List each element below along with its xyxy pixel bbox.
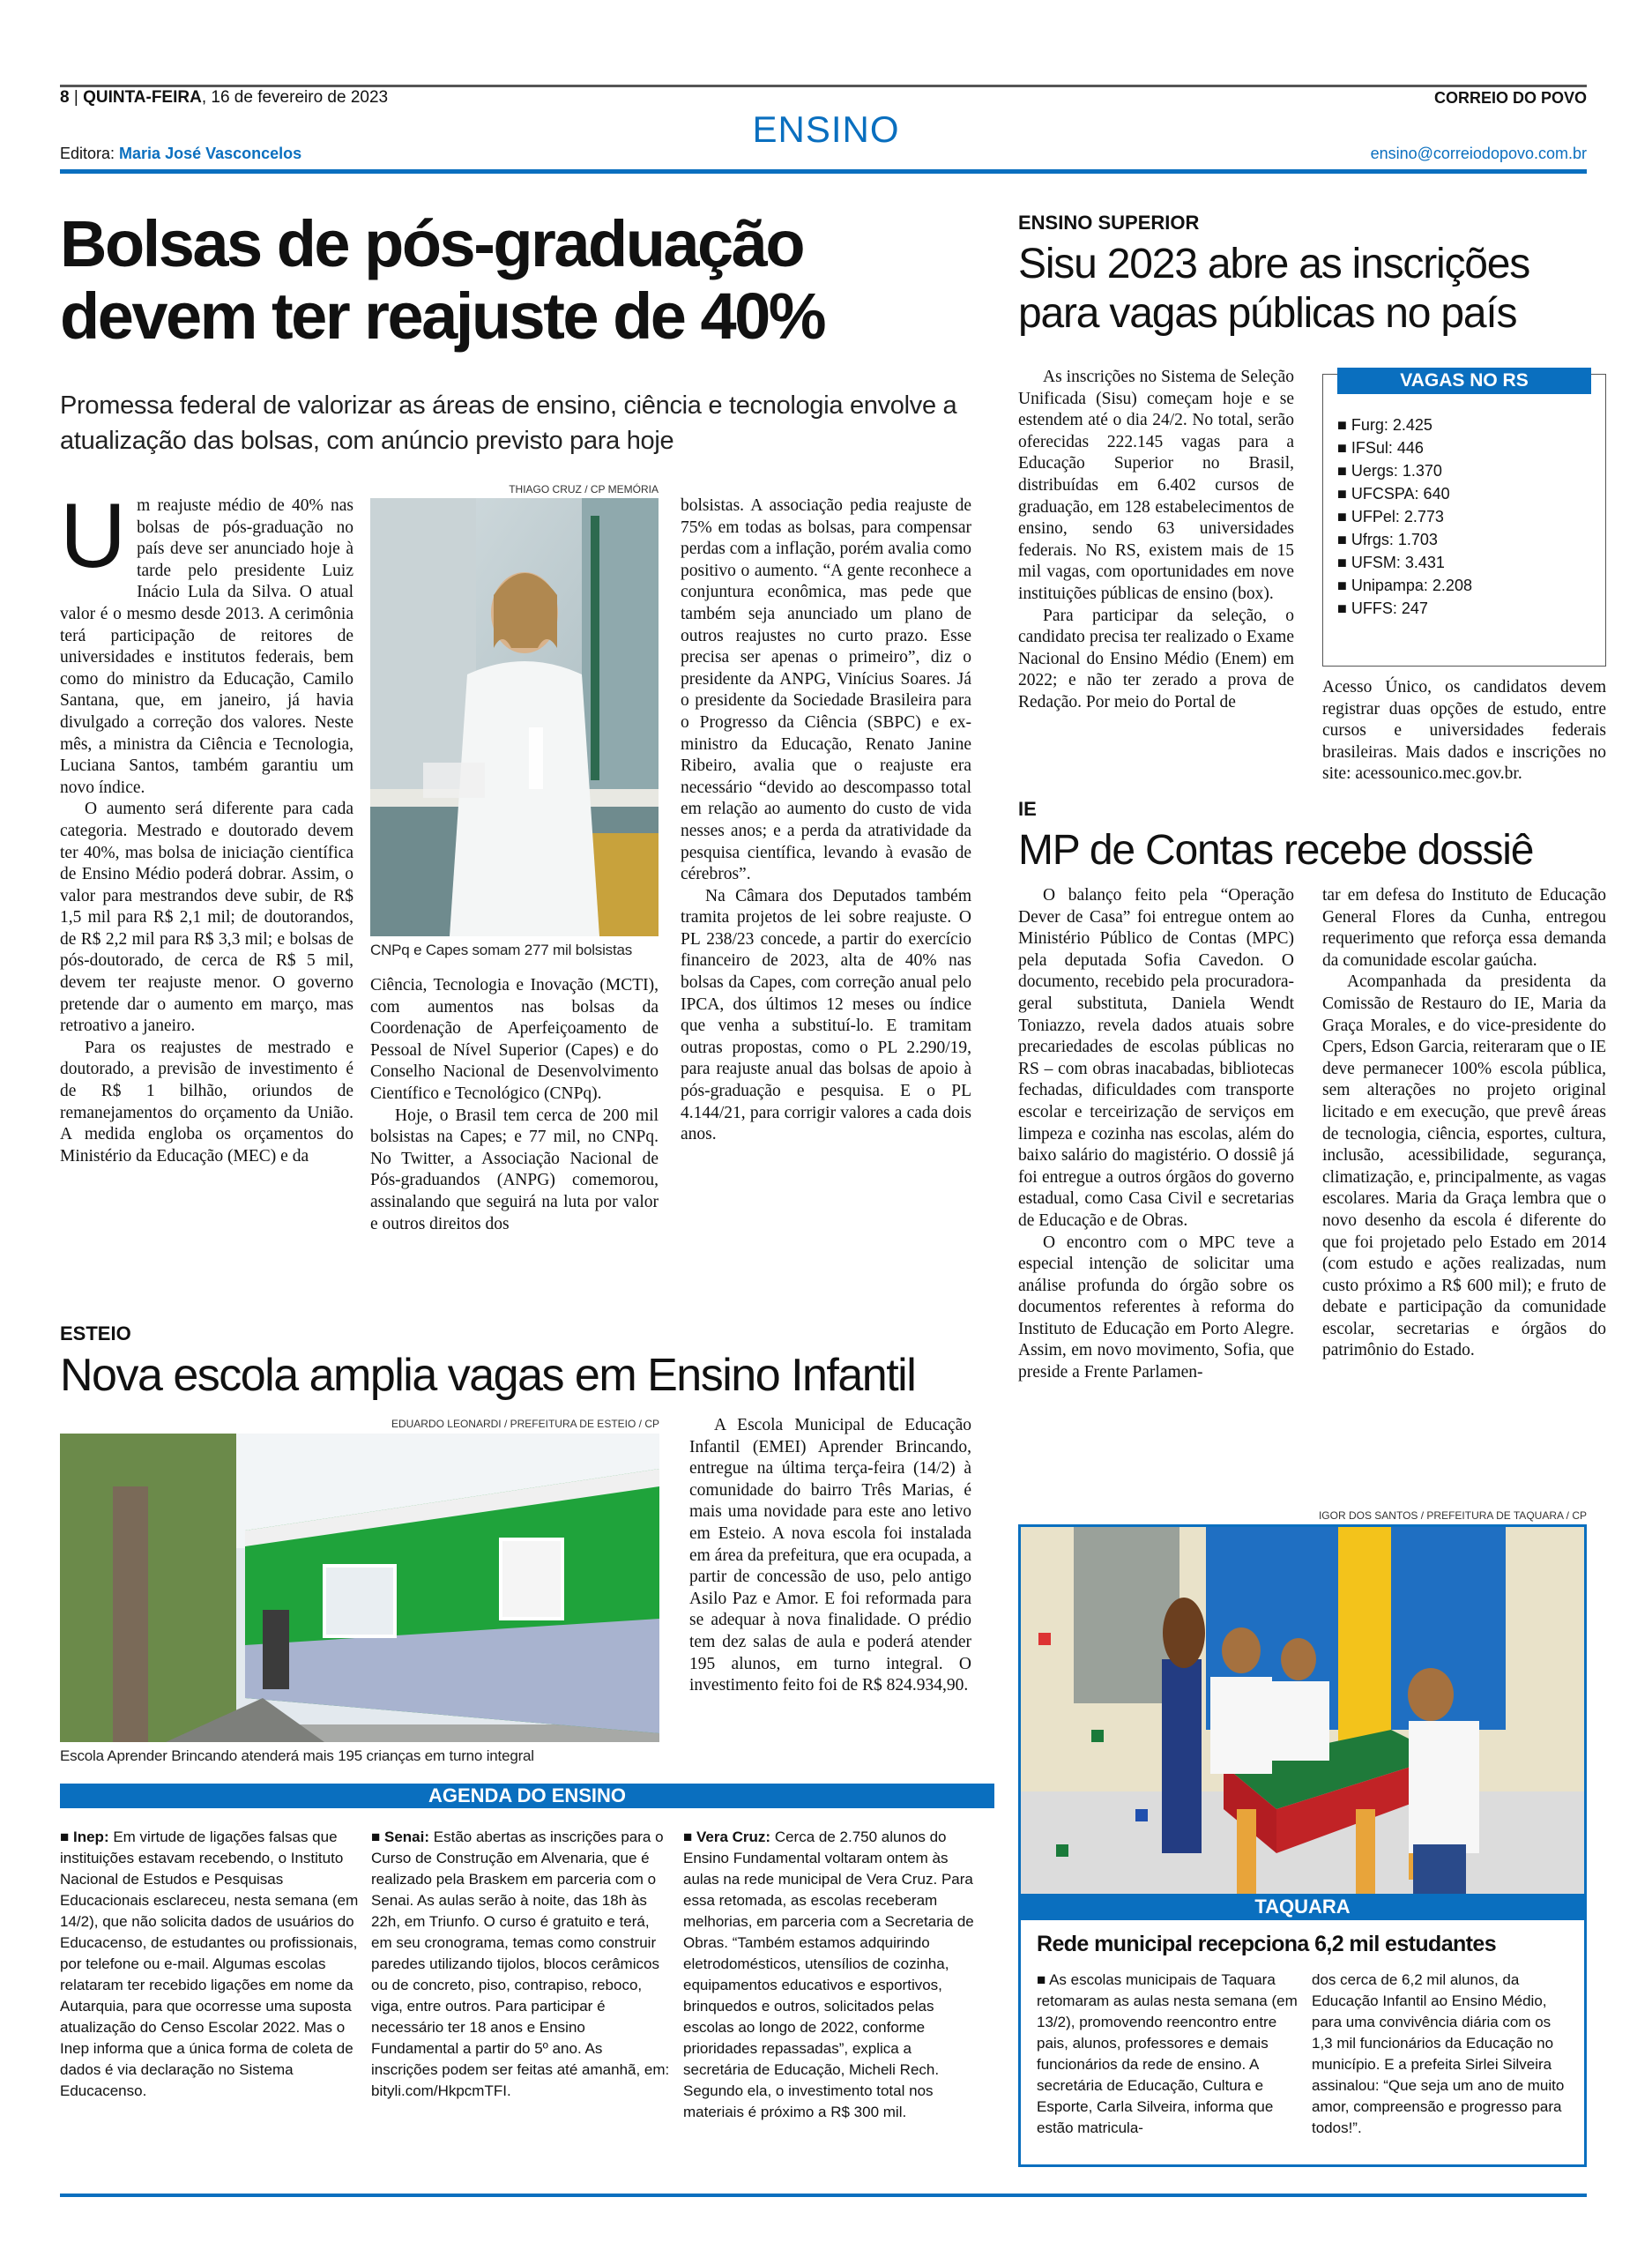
taquara-photo-credit: IGOR DOS SANTOS / PREFEITURA DE TAQUARA / CP [1318, 1509, 1587, 1522]
bottom-rule [60, 2194, 1587, 2197]
researcher-photo-illustration [370, 498, 659, 936]
section-title: ENSINO [752, 108, 900, 150]
bullet-square-icon: ■ [1337, 531, 1351, 548]
lab-researcher-photo [370, 498, 659, 936]
foosball-students-photo [1021, 1527, 1584, 1894]
main-headline: Bolsas de pós-graduação devem ter reajuste de 40% [60, 207, 825, 353]
publication-name: CORREIO DO POVO [1433, 89, 1587, 107]
esteio-photo-credit: EDUARDO LEONARDI / PREFEITURA DE ESTEIO / CP [391, 1418, 659, 1430]
bullet-square-icon: ■ [1337, 508, 1351, 525]
vagas-item [1337, 413, 1472, 436]
taquara-photo-illustration [1021, 1527, 1584, 1894]
taquara-col1-text: As escolas municipais de Taquara retomaram as aulas nesta semana (em 13/2), promovendo reencontro entre pais, alunos, professores e demais funcionários da rede de ensino. A secretária de Educação, Cultura e Esporte, Carla Silveira, informa que estão matricula- [1037, 1971, 1298, 2136]
vagas-item-text: Ufrgs: 1.703 [1351, 531, 1438, 548]
date: , 16 de fevereiro de 2023 [201, 88, 389, 107]
main-story-column-1 [60, 485, 353, 1167]
vagas-item-text: Unipampa: 2.208 [1351, 577, 1472, 594]
vagas-item-text: UFPel: 2.773 [1351, 508, 1444, 525]
agenda-item-text: Estão abertas as inscrições para o Curso de Construção em Alvenaria, que é realizado pela Braskem em parceria com o Senai. As aulas serão à noite, das 18h às 22h, em Triunfo. O curso é gratuito e terá, em seu cronograma, temas como construir paredes utilizando tijolos, blocos cerâmicos ou de concreto, piso, contrapiso, reboco, viga, entre outros. Para participar é necessário ter 18 anos e Ensino Fundamental a partir do 5º ano. As inscrições podem ser feitas até amanhã, em: bityli.com/HkpcmTFI. [371, 1829, 670, 2099]
vagas-item-text: Uergs: 1.370 [1351, 462, 1442, 480]
ie-column-1 [1018, 885, 1294, 1384]
ie-col2-para-2: Acompanhada da presidenta da Comissão de Restauro do IE, Maria da Graça Morales, e do vice-presidente do Cpers, Edson Garcia, reiteraram que o IE deve permanecer 100% escola pública, sem alterações no projeto original licitado e em execução, que prevê áreas de tecnologia, ciência, esportes, cultura, inclusão, acessibilidade, segurança, climatização, e, principalmente, as vagas escolares. Maria da Graça lembra que o novo desenho da escola é diferente do que foi projetado pelo Estado em 2014 (com estudo e ações realizadas, num custo próximo a R$ 600 mil); e fruto de debate e participação da comunidade escolar, secretarias e órgãos do patrimônio do Estado. [1322, 972, 1606, 1360]
vagas-item [1337, 436, 1472, 459]
taquara-box [1018, 1524, 1587, 2167]
main-col2-para-1: Ciência, Tecnologia e Inovação (MCTI), com aumentos nas bolsas da Coordenação de Aperfeiçoamento de Pessoal de Nível Superior (Capes) e do Conselho Nacional de Desenvolvimento Científico e Tecnológico (CNPq). [370, 976, 659, 1103]
school-building-photo [60, 1434, 659, 1742]
vagas-item-text: UFCSPA: 640 [1351, 485, 1450, 503]
vagas-item [1337, 597, 1472, 620]
header-divider [60, 169, 1587, 174]
vagas-no-rs-box [1322, 370, 1606, 667]
taquara-headline: Rede municipal recepciona 6,2 mil estudantes [1037, 1932, 1497, 1956]
bullet-square-icon: ■ [1337, 577, 1351, 594]
agenda-title: AGENDA DO ENSINO [60, 1784, 994, 1808]
vagas-item-text: UFFS: 247 [1351, 600, 1428, 617]
vagas-item [1337, 505, 1472, 528]
sisu-col2-para: Acesso Único, os candidatos devem registrar duas opções de estudo, entre cursos e universidades federais brasileiras. Mais dados e inscrições no site: acessounico.mec.gov.br. [1322, 678, 1606, 784]
editor-credit [60, 145, 301, 163]
main-story-column-3 [681, 495, 971, 1146]
page-folio: 8 | QUINTA-FEIRA, 16 de fevereiro de 2023 [60, 88, 389, 107]
sisu-headline: Sisu 2023 abre as inscrições para vagas públicas no país [1018, 241, 1530, 337]
main-story-column-2 [370, 975, 659, 1235]
main-photo-credit: THIAGO CRUZ / CP MEMÓRIA [509, 483, 659, 495]
vagas-item [1337, 551, 1472, 574]
agenda-item-text: Em virtude de ligações falsas que instituições estavam recebendo, o Instituto Nacional de Estudos e Pesquisas Educacionais esclareceu, nesta semana (em 14/2), que não solicita dados de usuários do Educacenso, de estudantes ou profissionais, por telefone ou e-mail. Algumas escolas relataram ter recebido ligações em nome da Autarquia, para que ocorresse uma suposta atualização do Censo Escolar 2022. Mas o Inep informa que a única forma de coleta de dados é via declaração no Sistema Educacenso. [60, 1829, 359, 2099]
agenda-item-inep [60, 1827, 360, 2102]
bullet-square-icon: ■ [371, 1829, 384, 1845]
bullet-square-icon: ■ [1337, 485, 1351, 503]
main-col1-para-3: Para os reajustes de mestrado e doutorado, a previsão de investimento é de R$ 1 bilhão, oriundos de remanejamentos do orçamento da União. A medida engloba os orçamentos do Ministério da Educação (MEC) e da [60, 1038, 353, 1166]
bullet-square-icon: ■ [1037, 1971, 1050, 1988]
bullet-square-icon: ■ [1337, 439, 1351, 457]
agenda-item-senai [371, 1827, 671, 2102]
ie-kicker: IE [1018, 798, 1037, 820]
ie-col2-para-1: tar em defesa do Instituto de Educação General Flores da Cunha, entregou requerimento que reforça essa demanda da comunidade escolar gaúcha. [1322, 886, 1606, 970]
ie-headline: MP de Contas recebe dossiê [1018, 827, 1534, 874]
vagas-item-text: Furg: 2.425 [1351, 416, 1432, 434]
editor-label: Editora: [60, 145, 120, 162]
sisu-column-1 [1018, 367, 1294, 714]
agenda-item-label: Senai: [384, 1829, 430, 1845]
agenda-item-label: Vera Cruz: [696, 1829, 771, 1845]
ie-column-2 [1322, 885, 1606, 1362]
drop-cap: U [60, 485, 127, 587]
taquara-label: TAQUARA [1021, 1894, 1584, 1920]
vagas-item [1337, 528, 1472, 551]
main-col2-para-2: Hoje, o Brasil tem cerca de 200 mil bolsistas na Capes; e 77 mil, no CNPq. No Twitter, a Associação Nacional de Pós-graduandos (ANPG) comemorou, assinalando que seguirá na luta por valor e outros direitos dos [370, 1106, 659, 1233]
vagas-item [1337, 459, 1472, 482]
sisu-col1-para-1: As inscrições no Sistema de Seleção Unificada (Sisu) começam hoje e se estendem até o dia 24/2. No total, serão oferecidas 222.145 vagas para a Educação Superior no Brasil, distribuídas em 6.402 cursos de graduação, em 128 estabelecimentos de ensino, sendo 63 universidades federais. No RS, existem mais de 15 mil vagas, com oportunidades em nove instituições públicas de ensino (box). [1018, 368, 1294, 603]
vagas-list [1337, 413, 1472, 620]
top-rule [60, 85, 1587, 87]
bullet-square-icon: ■ [1337, 554, 1351, 571]
ie-col1-para-1: O balanço feito pela “Operação Dever de Casa” foi entregue ontem ao Ministério Público de Contas (MPC) pela deputada Sofia Cavedon. O documento, recebido pela procuradora-geral substituta, Daniela Wendt Toniazzo, revela dados atuais sobre precariedades de escolas públicas no RS – com obras inacabadas, bibliotecas fechadas, dificuldades com transporte escolar e terceirização de serviços em limpeza e cozinha nas escolas, além do baixo salário do magistério. O dossiê já foi entregue a outros órgãos do governo estadual, como Casa Civil e secretarias de Educação e de Obras. [1018, 886, 1294, 1230]
main-deck: Promessa federal de valorizar as áreas de ensino, ciência e tecnologia envolve a atualização das bolsas, com anúncio previsto para hoje [60, 391, 957, 455]
esteio-headline: Nova escola amplia vagas em Ensino Infantil [60, 1350, 916, 1401]
bullet-square-icon: ■ [1337, 462, 1351, 480]
agenda-item-text: Cerca de 2.750 alunos do Ensino Fundamental voltaram ontem às aulas na rede municipal de Vera Cruz. Para essa retomada, as escolas receberam melhorias, em parceria com a Secretaria de Obras. “Também estamos adquirindo eletrodomésticos, utensílios de cozinha, equipamentos educativos e esportivos, brinquedos e outros, solicitados pelas escolas ao longo de 2022, conforme prioridades repassadas”, explica a secretária de Educação, Micheli Rech. Segundo ela, o investimento total nos materiais é próximo a R$ 300 mil. [683, 1829, 974, 2120]
esteio-column [689, 1415, 971, 1697]
bullet-square-icon: ■ [683, 1829, 696, 1845]
bullet-square-icon: ■ [1337, 600, 1351, 617]
sisu-column-2 [1322, 677, 1606, 786]
main-col1-para-1: m reajuste médio de 40% nas bolsas de pós-graduação no país deve ser anunciado hoje à tarde pelo presidente Luiz Inácio Lula da Silva. O atual valor é o mesmo desde 2013. A cerimônia terá participação de reitores de universidades e institutos federais, bem como do ministro da Educação, Camilo Santana, que, em janeiro, já havia divulgado a correção dos valores. Neste mês, a ministra da Ciência e Tecnologia, Luciana Santos, também garantiu um novo índice. [60, 496, 353, 797]
main-photo-caption: CNPq e Capes somam 277 mil bolsistas [370, 942, 633, 958]
ie-col1-para-2: O encontro com o MPC teve a especial intenção de solicitar uma análise profunda do órgão sobre os documentos referentes à reforma do Instituto de Educação em Porto Alegre. Assim, em novo movimento, Sofia, que preside a Frente Parlamen- [1018, 1233, 1294, 1382]
section-email-link[interactable]: ensino@correiodopovo.com.br [1370, 145, 1587, 162]
vagas-box-title: VAGAS NO RS [1337, 368, 1591, 394]
editor-name: Maria José Vasconcelos [119, 145, 302, 162]
taquara-column-2 [1312, 1970, 1574, 2139]
vagas-item-text: UFSM: 3.431 [1351, 554, 1445, 571]
agenda-item-vera-cruz [683, 1827, 974, 2123]
weekday: QUINTA-FEIRA [83, 88, 202, 107]
bullet-square-icon: ■ [1337, 416, 1351, 434]
taquara-column-1 [1037, 1970, 1299, 2139]
vagas-item [1337, 482, 1472, 505]
esteio-body: A Escola Municipal de Educação Infantil (EMEI) Aprender Brincando, entregue na última terça-feira (14/2) à comunidade do bairro Três Marias, é mais uma novidade para este ano letivo em Esteio. A nova escola foi instalada em área da prefeitura, que era ocupada, a partir de concessão de uso, pelo antigo Asilo Paz e Amor. E foi reformada para se adequar à nova finalidade. O prédio tem dez salas de aula e poderá atender 195 alunos, em turno integral. O investimento feito foi de R$ 824.934,90. [689, 1416, 971, 1695]
esteio-kicker: ESTEIO [60, 1322, 131, 1344]
bullet-square-icon: ■ [60, 1829, 73, 1845]
sisu-kicker: ENSINO SUPERIOR [1018, 212, 1200, 234]
vagas-item-text: IFSul: 446 [1351, 439, 1424, 457]
main-col3-para-2: Na Câmara dos Deputados também tramita projetos de lei sobre reajuste. O PL 238/23 concede, a partir do exercício financeiro de 2023, alta de 40% nas bolsas da Capes, com correção anual pelo IPCA, dos últimos 12 meses ou índice que venha a substituí-lo. E tramitam outras propostas, como o PL 2.290/19, para reajuste anual das bolsas de apoio à pós-graduação e pesquisa. E o PL 4.144/21, para corrigir valores a cada dois anos. [681, 886, 971, 1144]
school-photo-illustration [60, 1434, 659, 1742]
agenda-item-label: Inep: [73, 1829, 109, 1845]
taquara-col2-text: dos cerca de 6,2 mil alunos, da Educação Infantil ao Ensino Médio, para uma convivência diária com os 1,3 mil funcionários da Educação no município. E a prefeita Sirlei Silveira assinalou: “Que seja um ano de muito amor, compreensão e progresso para todos!”. [1312, 1971, 1565, 2136]
main-col3-para-1: bolsistas. A associação pedia reajuste de 75% em todas as bolsas, para compensar perdas com a inflação, porém avalia como positivo o aumento. “A gente reconhece a conjuntura econômica, mas pede que também seja anunciado um plano de outros reajustes no curto prazo. Esse precisa ser apenas o primeiro”, diz o presidente da ANPG, Vinícius Soares. Já o presidente da Sociedade Brasileira para o Progresso da Ciência (SBPC) e ex-ministro da Educação, Renato Janine Ribeiro, avalia que o reajuste era necessário “devido ao descompasso total em relação ao aumento do custo de vida nesses anos; e a perda da atratividade da pesquisa científica, levando à evasão de cérebros”. [681, 496, 971, 884]
esteio-photo-caption: Escola Aprender Brincando atenderá mais 195 crianças em turno integral [60, 1747, 534, 1764]
vagas-item [1337, 574, 1472, 597]
sisu-col1-para-2: Para participar da seleção, o candidato precisa ter realizado o Exame Nacional do Ensino Médio (Enem) em 2022; e não ter zerado a prova de Redação. Por meio do Portal de [1018, 606, 1294, 711]
main-col1-para-2: O aumento será diferente para cada categoria. Mestrado e doutorado devem ter 40%, mas bolsa de iniciação científica de Ensino Médio poderá dobrar. Assim, o valor para mestrandos deve subir, de R$ 1,5 mil para R$ 2,1 mil; de doutorandos, de R$ 2,2 mil para R$ 3,3 mil; e bolsas de pós-doutorado, de cerca de R$ 5 mil, devem ter reajuste menor. O governo pretende dar o aumento em março, mas retroativo a janeiro. [60, 800, 353, 1036]
page-number: 8 [60, 88, 70, 107]
